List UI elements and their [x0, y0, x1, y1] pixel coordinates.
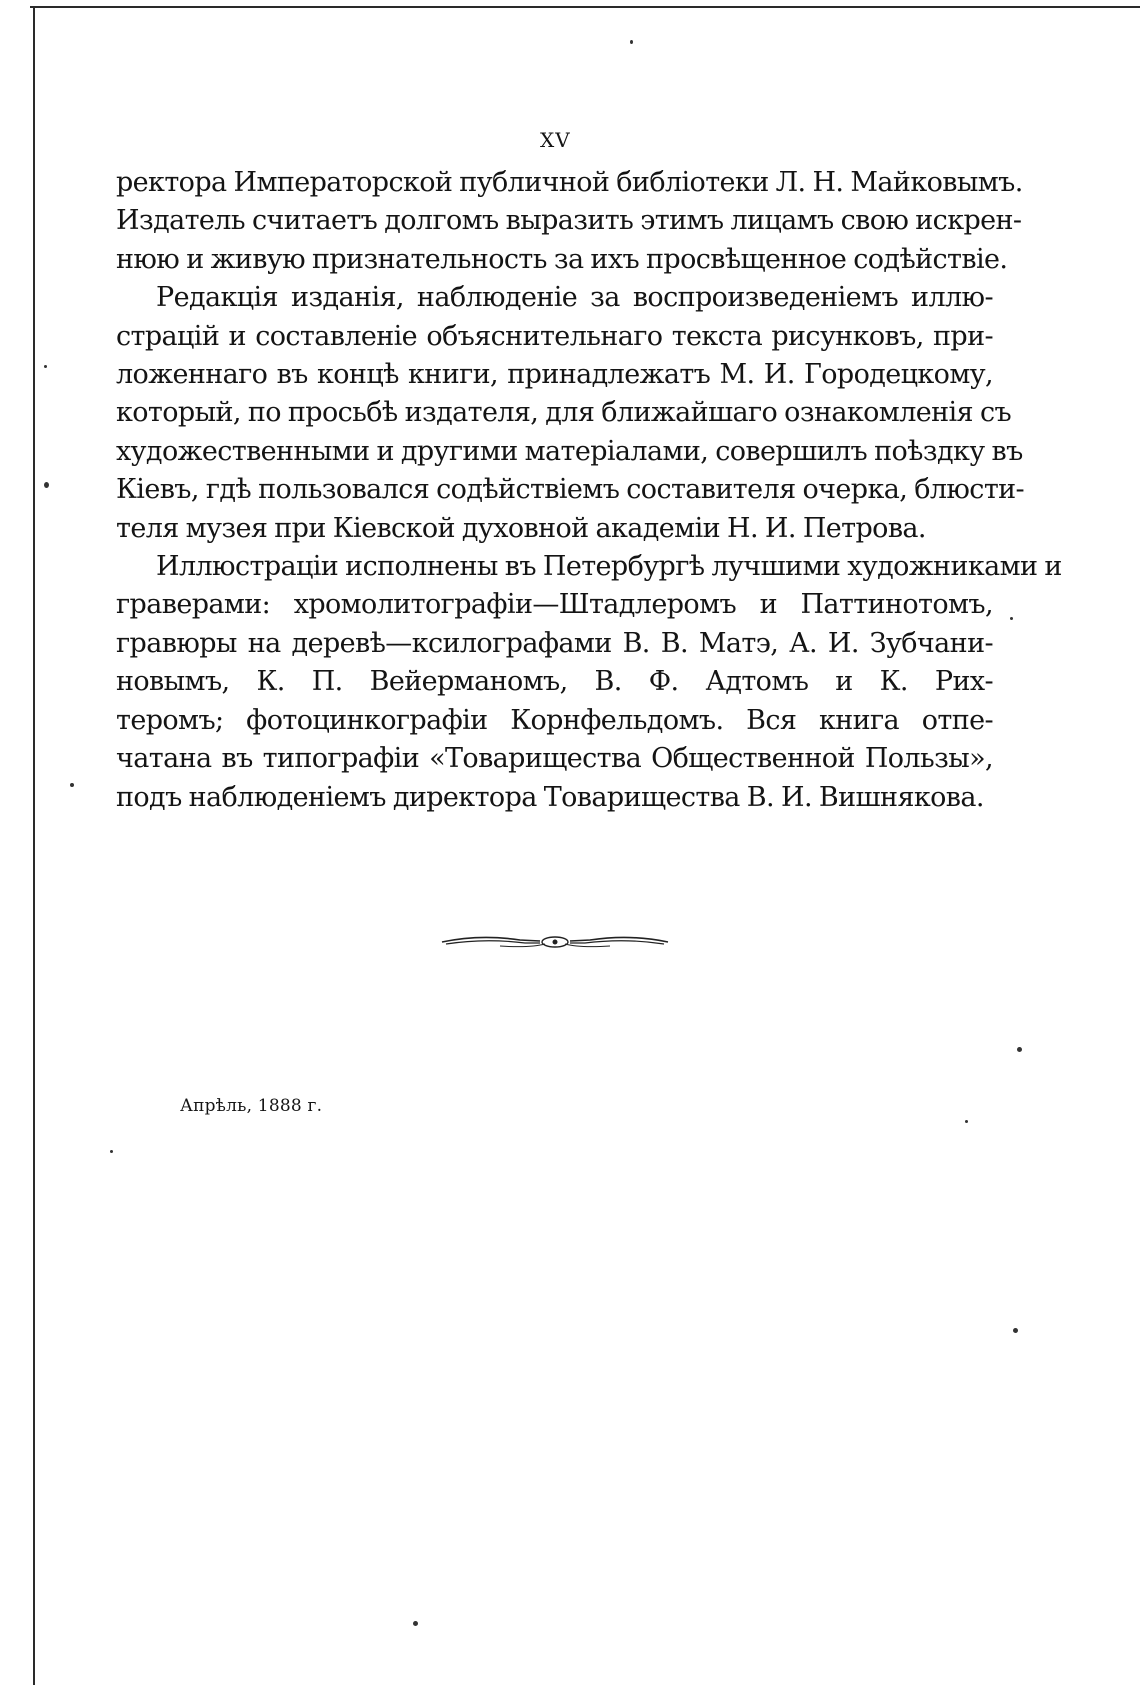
text-line: нюю и живую признательность за ихъ просвѣщенное содѣйствiе.: [116, 243, 1008, 275]
paragraph-3: [116, 548, 1062, 817]
paragraph-1: [116, 164, 1023, 279]
text-line: Иллюстрацiи исполнены въ Петербургѣ лучшими художниками и: [156, 551, 1062, 583]
scan-speck: [1013, 1328, 1018, 1333]
top-border-rule: [30, 6, 1140, 8]
text-line: Издатель считаетъ долгомъ выразить этимъ лицамъ свою искрен-: [116, 205, 1022, 237]
text-line: новымъ, К. П. Вейерманомъ, В. Ф. Адтомъ и К. Рих-: [116, 666, 993, 698]
text-line: Редакцiя изданiя, наблюденiе за воспроизведенiемъ иллю-: [156, 282, 993, 314]
text-line: граверами: хромолитографiи—Штадлеромъ и Паттинотомъ,: [116, 589, 993, 621]
text-line: Кiевъ, гдѣ пользовался содѣйствiемъ составителя очерка, блюсти-: [116, 474, 1025, 506]
scan-speck: [965, 1120, 968, 1123]
scan-speck: [70, 783, 74, 787]
page-number: XV: [540, 128, 571, 152]
text-line: подъ наблюденiемъ директора Товарищества В. И. Вишнякова.: [116, 781, 984, 813]
text-line: который, по просьбѣ издателя, для ближайшаго ознакомленiя съ: [116, 397, 1012, 429]
text-line: гравюры на деревѣ—ксилографами В. В. Матэ, А. И. Зубчани-: [116, 627, 993, 659]
text-line: художественными и другими матерiалами, совершилъ поѣздку въ: [116, 435, 1023, 467]
scan-speck: [630, 40, 633, 44]
left-border-rule: [33, 6, 35, 1685]
text-line: страцiй и составленiе объяснительнаго текста рисунковъ, при-: [116, 320, 993, 352]
scan-speck: [44, 482, 49, 488]
date-line: Апрѣль, 1888 г.: [180, 1096, 323, 1116]
text-line: чатана въ типографiи «Товарищества Общественной Пользы»,: [116, 743, 993, 775]
scan-speck: [1017, 1047, 1022, 1052]
text-line: теромъ; фотоцинкографiи Корнфельдомъ. Вся книга отпе-: [116, 704, 993, 736]
paragraph-2: [116, 279, 1025, 548]
text-line: ректора Императорской публичной библiотеки Л. Н. Майковымъ.: [116, 167, 1023, 198]
scan-speck: [110, 1150, 113, 1153]
text-line: ложеннаго въ концѣ книги, принадлежатъ М. И. Городецкому,: [116, 359, 993, 391]
scan-speck: [44, 365, 47, 368]
text-line: теля музея при Кiевской духовной академiи Н. И. Петрова.: [116, 512, 926, 544]
scan-speck: [1010, 617, 1013, 620]
ornamental-divider: [440, 930, 670, 954]
scan-speck: [413, 1621, 418, 1626]
page-body: [116, 164, 1062, 817]
